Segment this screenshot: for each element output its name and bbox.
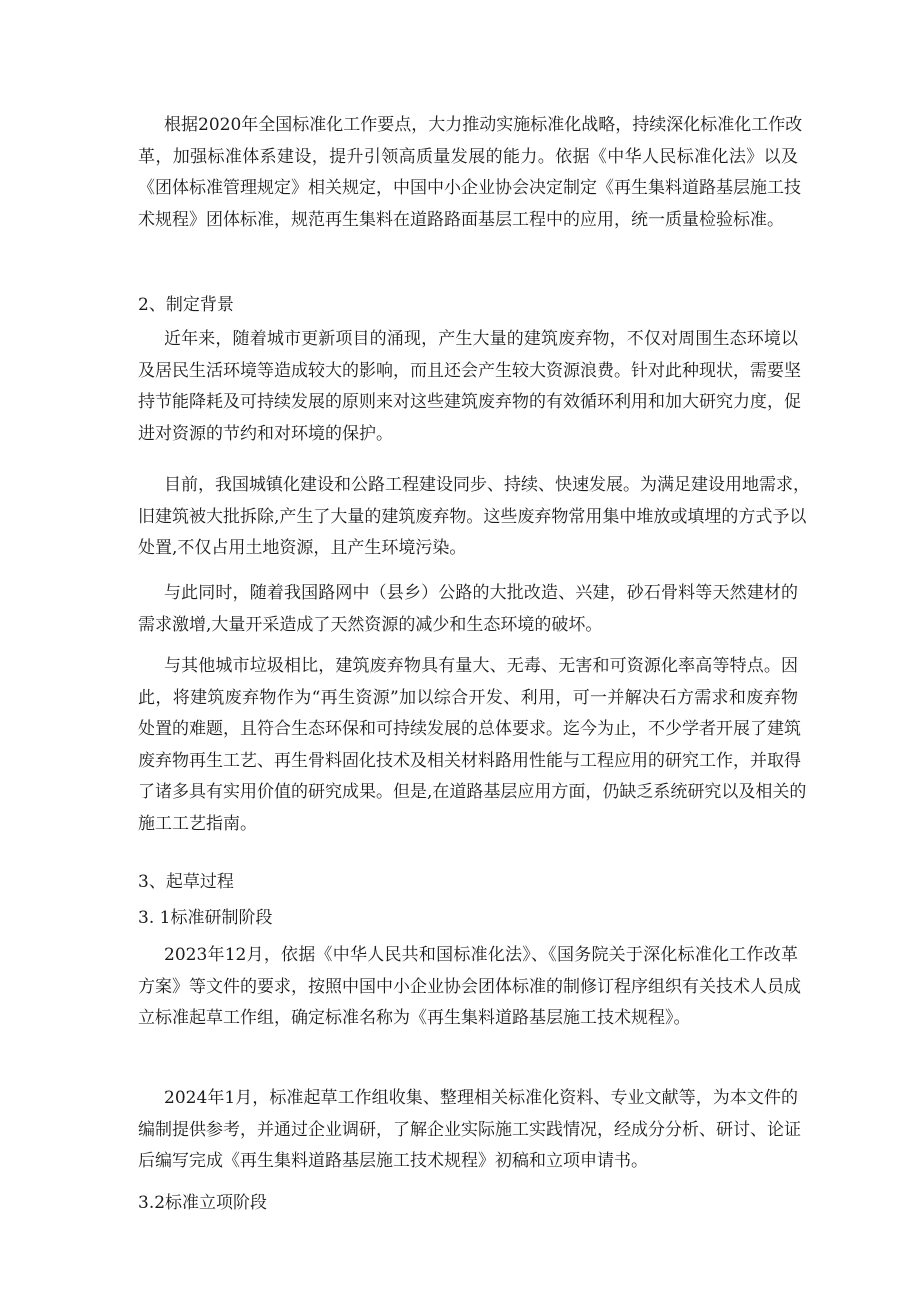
text-line: 处置,不仅占用土地资源，且产生环境污染。 [138,538,467,558]
background-paragraph-4 [138,651,807,840]
text-line: 废弃物再生工艺、再生骨料固化技术及相关材料路用性能与工程应用的研究工作，并取得 [138,750,801,771]
text-line: 《团体标准管理规定》相关规定，中国中小企业协会决定制定《再生集料道路基层施工技 [138,178,801,198]
intro-paragraph [138,110,803,236]
background-paragraph-2 [138,470,810,565]
text-line: 立标准起草工作组，确定标准名称为《再生集料道路基层施工技术规程》。 [138,1008,691,1028]
section-heading-background: 2、制定背景 [138,295,234,315]
text-line: 了诸多具有实用价值的研究成果。但是,在道路基层应用方面，仍缺乏系统研究以及相关的 [138,782,807,802]
text-line: 此，将建筑废弃物作为“再生资源”加以综合开发、利用，可一并解决石方需求和废弃物 [138,687,798,708]
text-line: 与此同时，随着我国路网中（县乡）公路的大批改造、兴建，砂石骨料等天然建材的 [164,583,798,603]
subsection-heading-3-2: 3.2标准立项阶段 [138,1193,268,1213]
text-line: 旧建筑被大批拆除,产生了大量的建筑废弃物。这些废弃物常用集中堆放或填埋的方式予以 [138,506,807,527]
section-heading-drafting: 3、起草过程 [138,872,234,892]
text-line: 需求激增,大量开采造成了天然资源的减少和生态环境的破坏。 [138,614,603,635]
text-line: 编制提供参考，并通过企业调研，了解企业实际施工实践情况，经成分分析、研讨、论证 [138,1119,801,1140]
background-paragraph-3 [138,578,798,641]
text-line: 与其他城市垃圾相比，建筑废弃物具有量大、无毒、无害和可资源化率高等特点。因 [164,656,798,676]
text-line: 2024年1月，标准起草工作组收集、整理相关标准化资料、专业文献等，为本文件的 [164,1088,798,1108]
text-line: 及居民生活环境等造成较大的影响，而且还会产生较大资源浪费。针对此种现状，需要坚 [138,360,801,381]
text-line: 后编写完成《再生集料道路基层施工技术规程》初稿和立项申请书。 [138,1151,648,1171]
background-paragraph-1 [138,324,801,450]
text-line: 革，加强标准体系建设，提升引领高质量发展的能力。依据《中华人民标准化法》以及 [138,146,798,167]
text-line: 方案》等文件的要求，按照中国中小企业协会团体标准的制修订程序组织有关技术人员成 [138,976,801,997]
text-line: 目前，我国城镇化建设和公路工程建设同步、持续、快速发展。为满足建设用地需求， [164,475,810,495]
drafting-paragraph-2 [138,1083,801,1178]
text-line: 近年来，随着城市更新项目的涌现，产生大量的建筑废弃物，不仅对周围生态环境以 [164,329,798,349]
text-line: 进对资源的节约和对环境的保护。 [138,423,393,444]
drafting-paragraph-1 [138,940,801,1035]
text-line: 根据2020年全国标准化工作要点，大力推动实施标准化战略，持续深化标准化工作改 [164,115,803,135]
text-line: 2023年12月，依据《中华人民共和国标准化法》、《国务院关于深化标准化工作改革 [164,945,798,965]
subsection-heading-3-1: 3. 1标准研制阶段 [138,908,273,928]
text-line: 施工工艺指南。 [138,813,257,834]
text-line: 处置的难题，且符合生态环保和可持续发展的总体要求。迄今为止，不少学者开展了建筑 [138,719,801,739]
text-line: 术规程》团体标准，规范再生集料在道路路面基层工程中的应用，统一质量检验标准。 [138,209,784,230]
text-line: 持节能降耗及可持续发展的原则来对这些建筑废弃物的有效循环利用和加大研究力度，促 [138,392,801,412]
